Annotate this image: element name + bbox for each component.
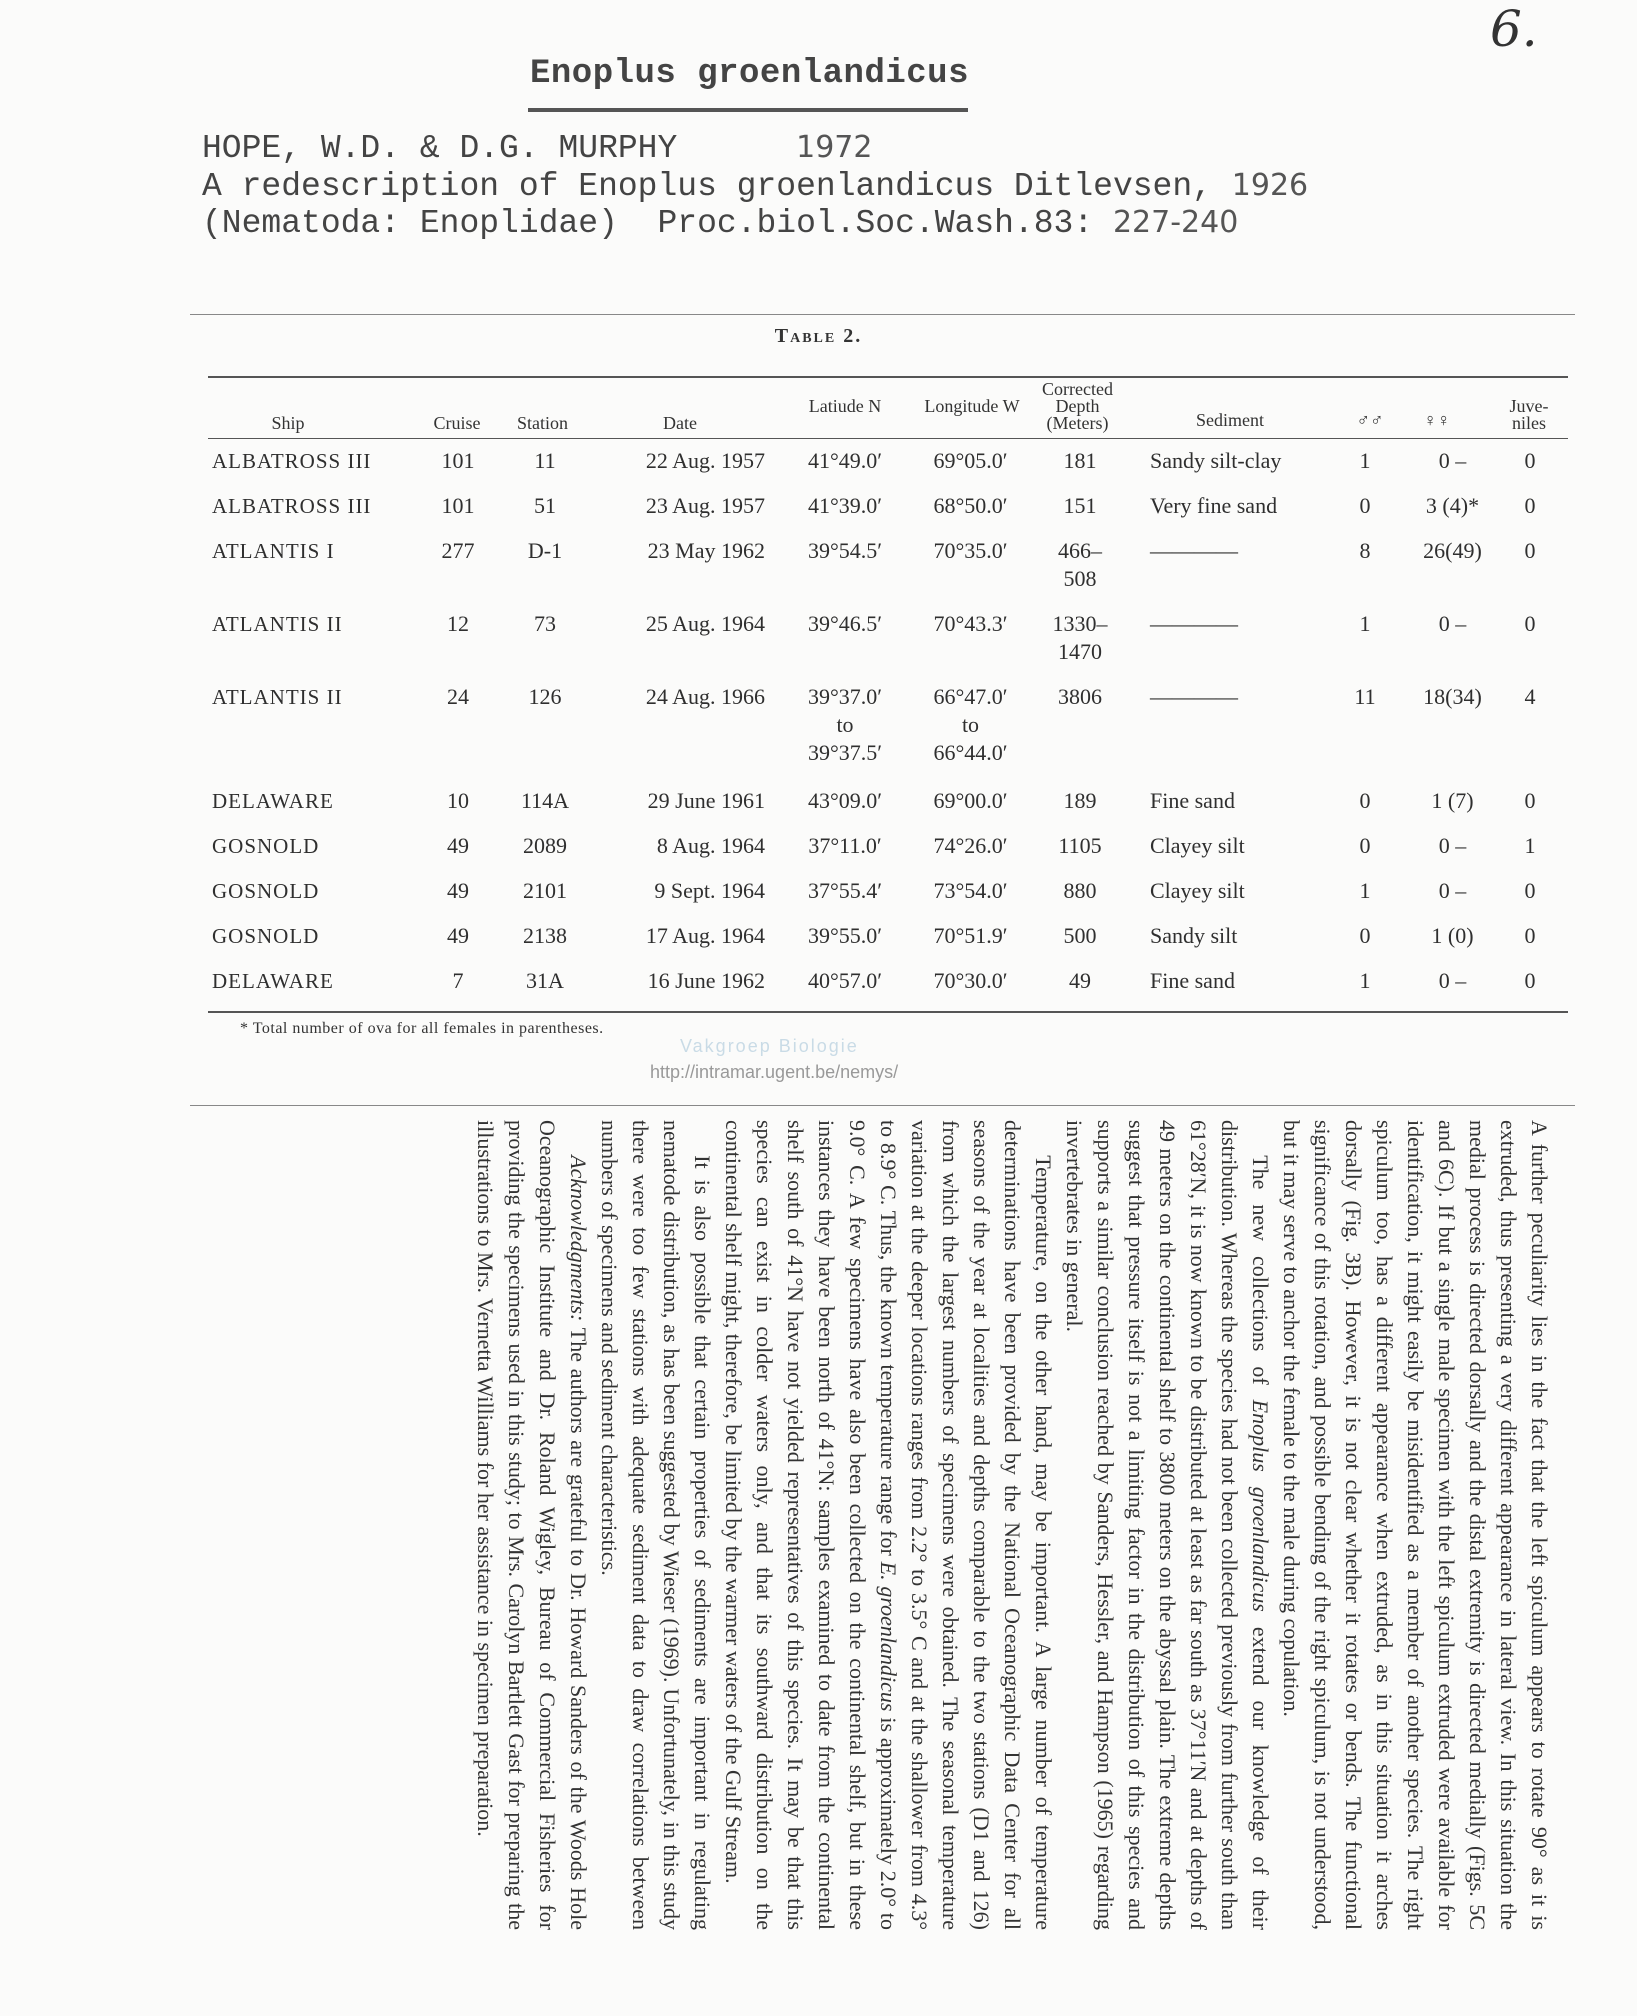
paragraph-acknowledgments [470, 1120, 594, 1930]
cell-cruise: 277 [441, 538, 475, 563]
cell-males: 1 [1359, 611, 1371, 636]
cell-females: 0 – [1438, 833, 1467, 858]
reference-authors: HOPE, W.D. & D.G. MURPHY [202, 130, 678, 167]
cell-sediment: Clayey silt [1150, 833, 1245, 858]
cell-longitude: 70°35.0′ [933, 538, 1008, 563]
cell-ship: GOSNOLD [212, 834, 320, 858]
cell-latitude: 39°37.0′ [807, 684, 883, 709]
cell-station: 51 [534, 493, 556, 518]
col-header-females: ♀♀ [1423, 410, 1451, 430]
cell-females: 1 (0) [1431, 923, 1474, 948]
cell-station: 11 [534, 448, 556, 473]
cell-females: 26(49) [1423, 538, 1482, 563]
cell-date: 23 Aug. 1957 [645, 493, 765, 518]
cell-males: 11 [1354, 684, 1376, 709]
cell-juveniles: 1 [1524, 833, 1536, 858]
cell-latitude: 37°11.0′ [808, 833, 882, 858]
text-run: The authors are grateful to Dr. Howard Sanders of the Woods Hole Oceanographic Institute and Dr. Roland Wigley, Bureau of Commercial Fisheries for providing the specimens used in this study; to Mrs. Carolyn Bartlett Gast for preparing the illustrations to Mrs. Vernetta Williams for her assistance in specimen preparation. [473, 1120, 591, 1930]
col-header-latitude: Latiude N [808, 396, 882, 416]
cell-longitude: 68°50.0′ [933, 493, 1008, 518]
text-run: The new collections of [1248, 1155, 1273, 1400]
cell-depth: 49 [1069, 968, 1091, 993]
cell-sediment: Fine sand [1150, 788, 1235, 813]
species-name: E. groenlandicus [876, 1561, 901, 1712]
cell-sediment: ———— [1150, 684, 1238, 709]
cell-latitude: 41°49.0′ [807, 448, 883, 473]
cell-sediment: Very fine sand [1150, 493, 1278, 518]
cell-males: 0 [1359, 788, 1371, 813]
cell-sediment: ———— [1150, 611, 1238, 636]
cell-depth: 466– [1058, 538, 1102, 563]
cell-date: 23 May 1962 [647, 538, 765, 563]
page-title: Enoplus groenlandicus [530, 55, 969, 93]
cell-sediment: Fine sand [1150, 968, 1235, 993]
cell-juveniles: 0 [1524, 923, 1536, 948]
cell-depth: 880 [1063, 878, 1097, 903]
cell-cruise: 10 [447, 788, 469, 813]
col-header-sediment: Sediment [1196, 410, 1264, 430]
cell-latitude: 43°09.0′ [807, 788, 883, 813]
cell-depth: 1105 [1058, 833, 1102, 858]
cell-station: D-1 [527, 538, 563, 563]
cell-juveniles: 0 [1524, 493, 1536, 518]
cell-males: 1 [1359, 448, 1371, 473]
cell-date: 17 Aug. 1964 [645, 923, 765, 948]
cell-females: 0 – [1438, 611, 1467, 636]
cell-depth: 508 [1063, 566, 1097, 591]
cell-ship: GOSNOLD [212, 924, 320, 948]
section-divider-top [190, 314, 1575, 315]
cell-ship: DELAWARE [212, 789, 334, 813]
title-underline [528, 108, 968, 112]
cell-depth: 181 [1063, 448, 1097, 473]
cell-station: 31A [526, 968, 564, 993]
cell-depth: 1470 [1058, 639, 1102, 664]
col-header-cruise: Cruise [433, 413, 481, 433]
cell-longitude: 70°51.9′ [933, 923, 1008, 948]
reference-journal-line [202, 205, 1238, 242]
paragraph-temperature [718, 1120, 1059, 1930]
cell-cruise: 24 [447, 684, 469, 709]
cell-sediment: ———— [1150, 538, 1238, 563]
paragraph-spiculum: A further peculiarity lies in the fact that the left spiculum appears to rotate 90° as it is extruded, thus presenting a very different appearance in lateral view. In this situation the medial process is directed dorsally and the distal extremity is directed medially (Figs. 5C and 6C). If but a single male specimen with the left spiculum extruded were available for identification, it might easily be misidentified as a member of another species. The right spiculum too, has a different appearance when extruded, as in this situation it arches dorsally (Fig. 3B). However, it is not clear whether it rotates or bends. The functional significance of this rotation, and possible bending of the right spiculum, is not understood, but it may serve to anchor the female to the male during copulation. [1279, 1120, 1552, 1930]
cell-ship: ALBATROSS III [212, 494, 372, 518]
cell-juveniles: 0 [1524, 448, 1536, 473]
cell-date: 9 Sept. 1964 [654, 878, 765, 903]
col-header-juveniles: Juve- niles [1509, 396, 1549, 433]
col-header-longitude: Longitude W [924, 396, 1020, 416]
cell-depth: 151 [1063, 493, 1097, 518]
paragraph-distribution [1059, 1120, 1276, 1930]
section-divider-bottom [190, 1105, 1575, 1106]
reference-year: 1972 [796, 130, 873, 165]
body-column [470, 1120, 1555, 1930]
cell-latitude: 39°54.5′ [807, 538, 883, 563]
cell-juveniles: 0 [1524, 538, 1536, 563]
cell-station: 114A [520, 788, 570, 813]
cell-latitude: 39°37.5′ [807, 740, 883, 765]
cell-males: 0 [1359, 833, 1371, 858]
cell-females: 1 (7) [1431, 788, 1474, 813]
cell-date: 22 Aug. 1957 [645, 448, 765, 473]
cell-males: 0 [1359, 923, 1371, 948]
page-number: 6. [1490, 0, 1538, 58]
cell-date: 29 June 1961 [647, 788, 765, 813]
cell-juveniles: 0 [1524, 788, 1536, 813]
cell-date: 24 Aug. 1966 [645, 684, 765, 709]
table-bottom-rule [208, 1011, 1568, 1013]
cell-station: 73 [534, 611, 556, 636]
cell-females: 0 – [1438, 448, 1467, 473]
cell-ship: ATLANTIS II [212, 612, 343, 636]
cell-date: 16 June 1962 [647, 968, 765, 993]
cell-juveniles: 0 [1524, 968, 1536, 993]
cell-cruise: 49 [447, 923, 469, 948]
watermark-url: http://intramar.ugent.be/nemys/ [650, 1062, 899, 1082]
cell-sediment: Clayey silt [1150, 878, 1245, 903]
cell-cruise: 12 [447, 611, 469, 636]
reference-pages: 227-240 [1112, 205, 1239, 240]
cell-latitude: 40°57.0′ [807, 968, 883, 993]
cell-longitude: 74°26.0′ [933, 833, 1008, 858]
cell-longitude: 70°30.0′ [933, 968, 1008, 993]
cell-latitude: 37°55.4′ [807, 878, 883, 903]
table-top-rule [208, 376, 1568, 378]
col-header-depth: Corrected Depth (Meters) [1042, 379, 1113, 433]
col-header-ship: Ship [271, 413, 305, 433]
cell-longitude: 69°05.0′ [933, 448, 1008, 473]
paragraph-sediments: It is also possible that certain properties of sediments are important in regulating nematode distribution, as has been suggested by Wieser (1969). Unfortunately, in this study there were too few stations with adequate sediment data to draw correlations between numbers of specimens and sediment characteristics. [597, 1120, 715, 1930]
table-caption: Table 2. [774, 325, 863, 347]
cell-latitude: 39°46.5′ [807, 611, 883, 636]
cell-males: 1 [1359, 878, 1371, 903]
text-run: extend our knowledge of their distribution. Whereas the species had not been collected previously from further south than 61°28′N, it is now known to be distributed at least as far south as 37°11′N and at depths of 49 meters on the continental shelf to 3800 meters on the abyssal plain. The extreme depths suggest that pressure itself is not a limiting factor in the distribution of this species and supports a similar conclusion reached by Sanders, Hessler, and Hampson (1965) regarding invertebrates in general. [1062, 1120, 1273, 1930]
cell-males: 0 [1359, 493, 1371, 518]
col-header-date: Date [663, 413, 697, 433]
cell-depth: 1330– [1052, 611, 1108, 636]
cell-juveniles: 4 [1524, 684, 1536, 709]
cell-ship: DELAWARE [212, 969, 334, 993]
cell-males: 8 [1359, 538, 1371, 563]
watermark-text: Vakgroep Biologie [680, 1036, 859, 1056]
col-header-males: ♂♂ [1356, 410, 1384, 430]
text-run: Temperature, on the other hand, may be important. A large number of temperature determinations have been provided by the National Oceanographic Data Center for all seasons of the year at localities and depths comparable to the two stations (D1 and 126) from which the largest numbers of specimens were obtained. The seasonal temperature variation at the deeper locations ranges from 2.2° to 3.5° C and at the shallower from 4.3° to 8.9° C. Thus, the known temperature range for [876, 1120, 1056, 1930]
reference-journal: (Nematoda: Enoplidae) Proc.biol.Soc.Wash.83: [202, 205, 1094, 242]
cell-longitude: 66°44.0′ [933, 740, 1008, 765]
cell-cruise: 49 [447, 878, 469, 903]
cell-latitude: 41°39.0′ [807, 493, 883, 518]
cell-sediment: Sandy silt-clay [1150, 448, 1282, 473]
cell-longitude: 69°00.0′ [933, 788, 1008, 813]
cell-ship: GOSNOLD [212, 879, 320, 903]
cell-ship: ALBATROSS III [212, 449, 372, 473]
cell-latitude: to [836, 712, 854, 737]
rotated-body-text [195, 1120, 1555, 1930]
table-footnote: * Total number of ova for all females in parentheses. [240, 1020, 604, 1037]
cell-longitude: 66°47.0′ [933, 684, 1008, 709]
text-run: is approximately 2.0° to 9.0° C. A few specimens have also been collected on the continental shelf, but in these instances they have been north of 41°N: samples examined to date from the continental shelf south of 41°N have not yielded representatives of this species. It may be that this species can exist in colder waters only, and that its southward distribution on the continental shelf might, therefore, be limited by the warmer waters of the Gulf Stream. [721, 1120, 901, 1931]
cell-cruise: 101 [441, 493, 475, 518]
cell-cruise: 49 [447, 833, 469, 858]
cell-station: 126 [528, 684, 562, 709]
col-header-station: Station [516, 413, 568, 433]
cell-station: 2089 [523, 833, 567, 858]
cell-sediment: Sandy silt [1150, 923, 1238, 948]
cell-station: 2138 [523, 923, 567, 948]
cell-longitude: 70°43.3′ [933, 611, 1008, 636]
reference-title-year: 1926 [1231, 168, 1309, 203]
cell-station: 2101 [523, 878, 567, 903]
cell-females: 0 – [1438, 878, 1467, 903]
cell-longitude: to [961, 712, 980, 737]
cell-date: 8 Aug. 1964 [656, 833, 765, 858]
cell-cruise: 101 [441, 448, 475, 473]
table-header-rule [208, 438, 1568, 439]
cell-ship: ATLANTIS I [212, 539, 335, 563]
cell-males: 1 [1359, 968, 1371, 993]
reference-title-line [202, 168, 1308, 205]
cell-females: 18(34) [1423, 684, 1482, 709]
acknowledgments-label: Acknowledgments: [566, 1155, 591, 1322]
cell-females: 3 (4)* [1425, 493, 1480, 518]
cell-cruise: 7 [452, 968, 464, 993]
cell-longitude: 73°54.0′ [933, 878, 1008, 903]
cell-depth: 500 [1063, 923, 1097, 948]
cell-ship: ATLANTIS II [212, 685, 343, 709]
cell-depth: 189 [1063, 788, 1097, 813]
reference-authors-line [202, 130, 872, 167]
cell-juveniles: 0 [1524, 611, 1536, 636]
cell-date: 25 Aug. 1964 [645, 611, 765, 636]
cell-females: 0 – [1438, 968, 1467, 993]
species-name: Enoplus groenlandicus [1248, 1399, 1273, 1612]
reference-title: A redescription of Enoplus groenlandicus Ditlevsen, [202, 168, 1212, 205]
cell-depth: 3806 [1058, 684, 1102, 709]
cell-latitude: 39°55.0′ [807, 923, 883, 948]
cell-juveniles: 0 [1524, 878, 1536, 903]
